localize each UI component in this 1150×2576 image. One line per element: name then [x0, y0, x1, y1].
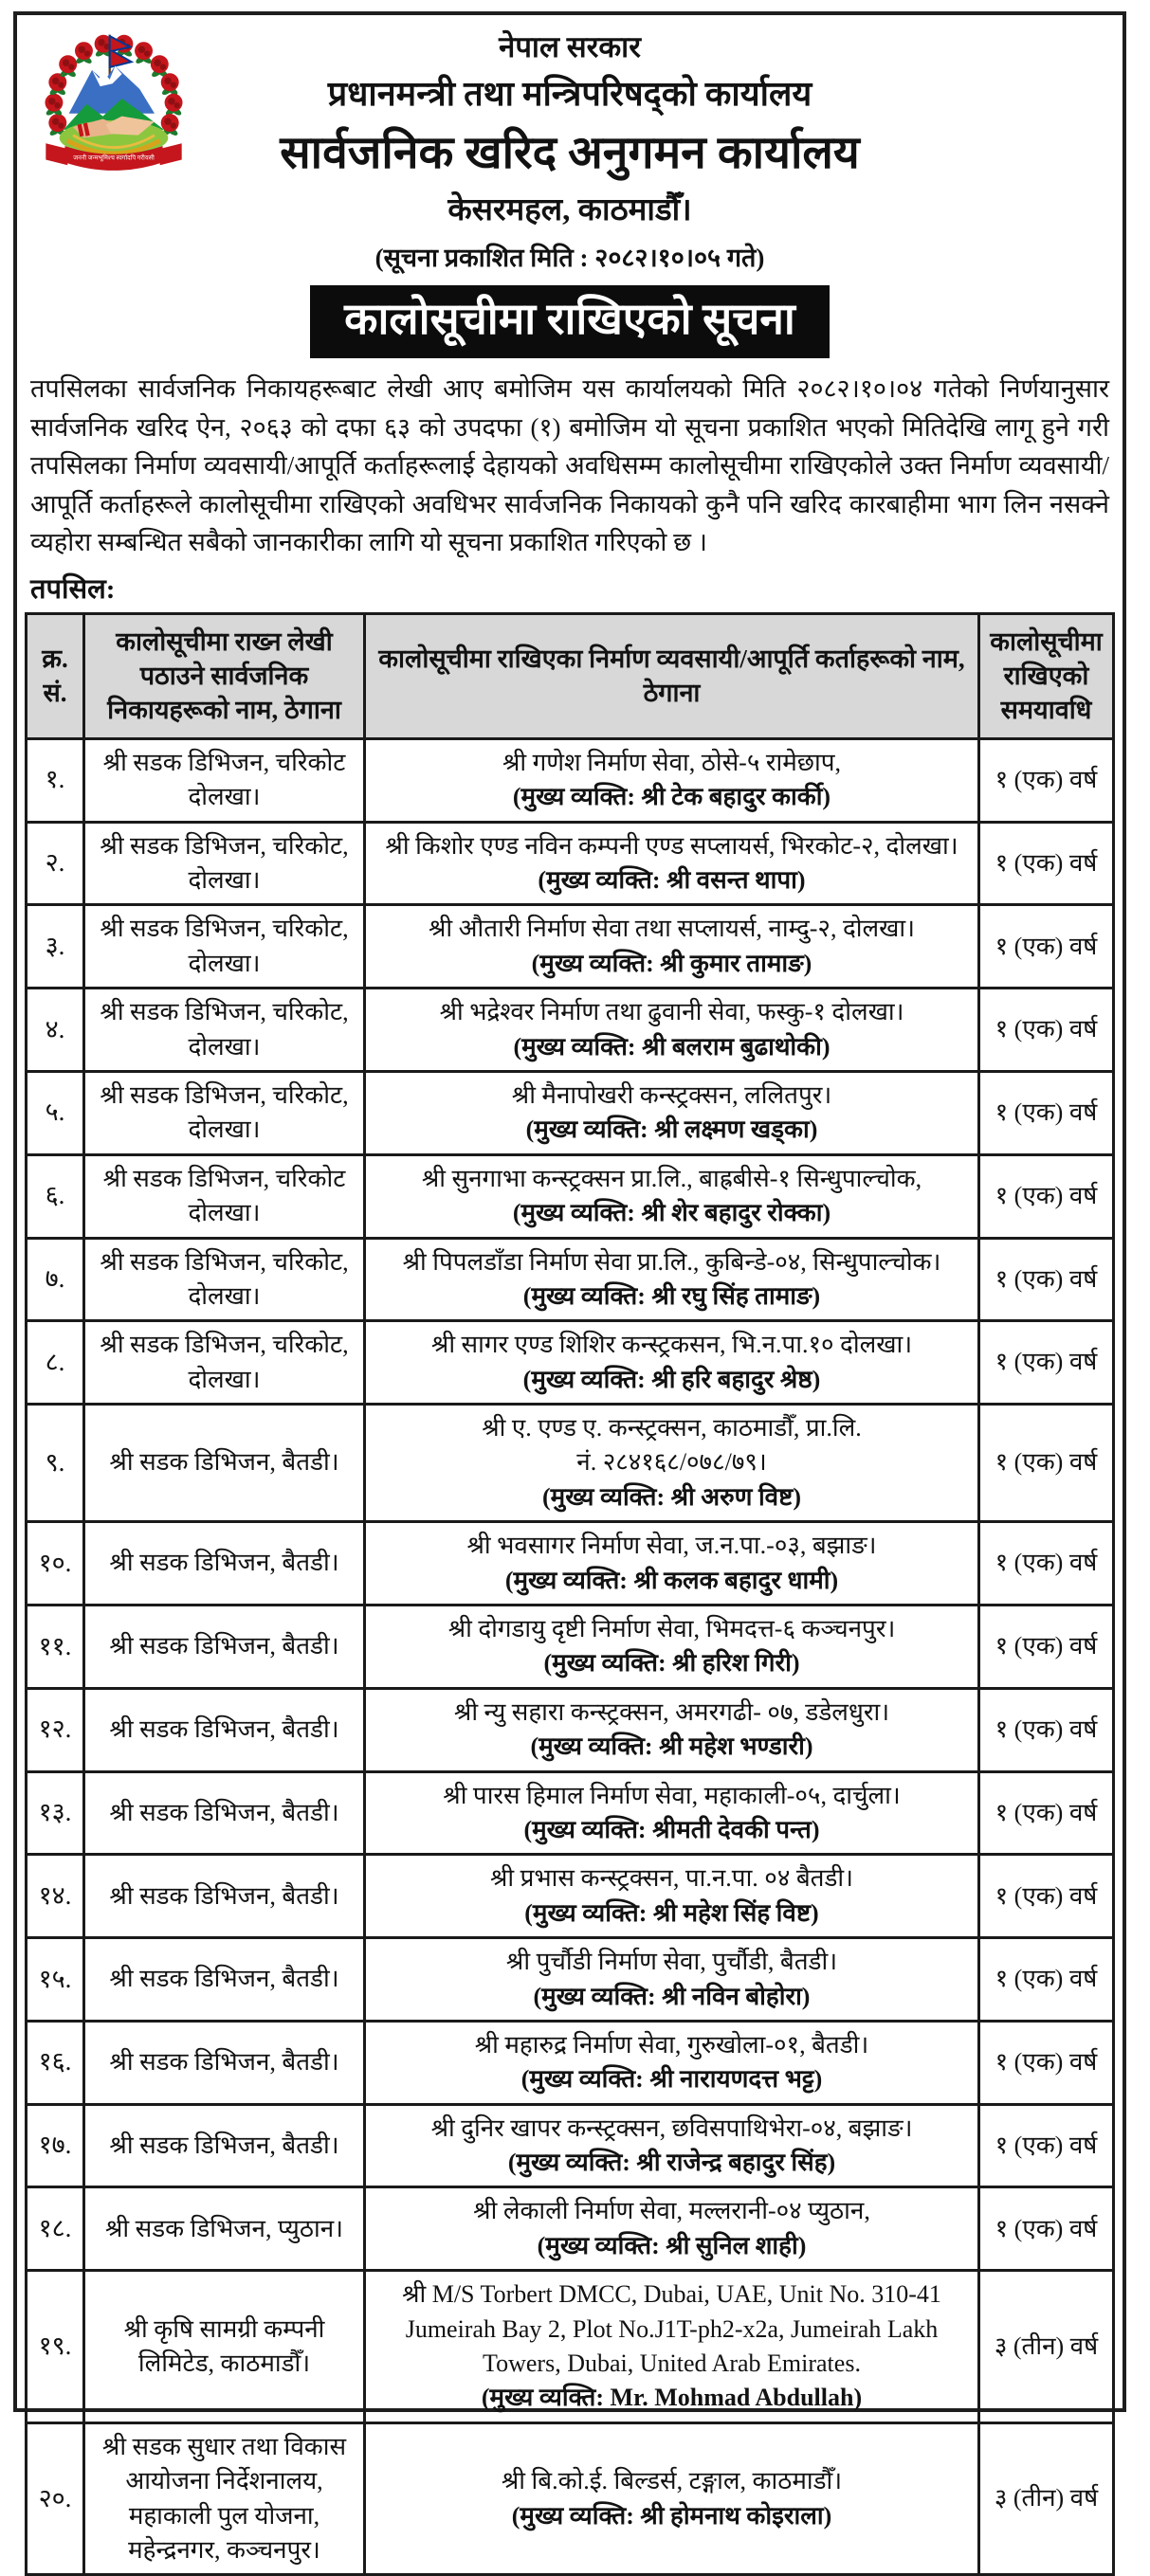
serial-number-cell: १६. [27, 2023, 82, 2103]
table-row [27, 1936, 1112, 2020]
firm-address-line: श्री भद्रेश्वर निर्माण तथा ढुवानी सेवा, फस्कु-१ दोलखा। [374, 995, 970, 1029]
blacklisted-firm-cell [363, 989, 977, 1070]
firm-address-line: श्री M/S Torbert DMCC, Dubai, UAE, Unit No. 310-41 [374, 2277, 970, 2312]
serial-number-cell: ५. [27, 1073, 82, 1153]
org-name-government: नेपाल सरकार [23, 27, 1117, 66]
table-row [27, 2422, 1112, 2574]
firm-address-line: श्री सुनगाभा कन्स्ट्रक्सन प्रा.लि., बाह्रबीसे-१ सिन्धुपाल्चोक, [374, 1162, 970, 1196]
firm-address-line: श्री दुनिर खापर कन्स्ट्रक्सन, छविसपाथिभेरा-०४, बझाङ। [374, 2112, 970, 2146]
blacklisted-firm-cell [363, 1322, 977, 1403]
table-header-row [27, 615, 1112, 737]
key-person-line: (मुख्य व्यक्ति: श्री होमनाथ कोइराला) [374, 2499, 970, 2533]
duration-cell: १ (एक) वर्ष [977, 906, 1112, 987]
serial-number-cell: १. [27, 740, 82, 821]
firm-address-line: श्री लेकाली निर्माण सेवा, मल्लरानी-०४ प्युठान, [374, 2194, 970, 2228]
duration-cell: १ (एक) वर्ष [977, 989, 1112, 1070]
table-row [27, 1520, 1112, 1604]
requesting-entity-cell: श्री सडक डिभिजन, चरिकोट दोलखा। [82, 740, 363, 821]
blacklisted-firm-cell [363, 1773, 977, 1854]
serial-number-cell: १०. [27, 1523, 82, 1604]
duration-cell: ३ (तीन) वर्ष [977, 2272, 1112, 2422]
serial-number-cell: ७. [27, 1240, 82, 1320]
firm-address-line: श्री महारुद्र निर्माण सेवा, गुरुखोला-०१, बैतडी। [374, 2028, 970, 2062]
key-person-line: (मुख्य व्यक्ति: श्रीमती देवकी पन्त) [374, 1813, 970, 1847]
key-person-line: (मुख्य व्यक्ति: श्री रघु सिंह तामाङ) [374, 1279, 970, 1314]
requesting-entity-cell: श्री सडक डिभिजन, बैतडी। [82, 1406, 363, 1520]
blacklisted-firm-cell [363, 1606, 977, 1687]
table-row [27, 1853, 1112, 1936]
blacklisted-firm-cell [363, 740, 977, 821]
blacklisted-firm-cell [363, 1856, 977, 1936]
table-row [27, 1153, 1112, 1237]
blacklisted-firm-cell [363, 2188, 977, 2269]
requesting-entity-cell: श्री सडक डिभिजन, चरिकोट, दोलखा। [82, 906, 363, 987]
requesting-entity-cell: श्री सडक डिभिजन, बैतडी। [82, 1606, 363, 1687]
key-person-line: (मुख्य व्यक्ति: श्री महेश सिंह विष्ट) [374, 1896, 970, 1931]
serial-number-cell: ३. [27, 906, 82, 987]
table-row [27, 737, 1112, 821]
serial-number-cell: १२. [27, 1690, 82, 1770]
key-person-line: (मुख्य व्यक्ति: श्री हरिश गिरी) [374, 1646, 970, 1680]
org-name-ppmo: सार्वजनिक खरिद अनुगमन कार्यालय [23, 120, 1117, 182]
duration-cell: १ (एक) वर्ष [977, 2106, 1112, 2186]
blacklisted-firm-cell [363, 1240, 977, 1320]
key-person-line: (मुख्य व्यक्ति: श्री नविन बोहोरा) [374, 1980, 970, 2014]
header-blacklisted-firm: कालोसूचीमा राखिएका निर्माण व्यवसायी/आपूर्ति कर्ताहरूको नाम, ठेगाना [363, 615, 977, 737]
key-person-line: (मुख्य व्यक्ति: Mr. Mohmad Abdullah) [374, 2381, 970, 2415]
duration-cell: १ (एक) वर्ष [977, 1773, 1112, 1854]
table-row [27, 2103, 1112, 2186]
blacklist-table [25, 612, 1115, 2576]
requesting-entity-cell: श्री सडक डिभिजन, बैतडी। [82, 1690, 363, 1770]
blacklisted-firm-cell [363, 1690, 977, 1770]
table-row [27, 2186, 1112, 2269]
duration-cell: १ (एक) वर्ष [977, 1606, 1112, 1687]
duration-cell: १ (एक) वर्ष [977, 1073, 1112, 1153]
firm-address-line: श्री मैनापोखरी कन्स्ट्रक्सन, ललितपुर। [374, 1079, 970, 1113]
requesting-entity-cell: श्री कृषि सामग्री कम्पनी लिमिटेड, काठमाडौँ। [82, 2272, 363, 2422]
duration-cell: १ (एक) वर्ष [977, 1322, 1112, 1403]
table-row [27, 987, 1112, 1070]
key-person-line: (मुख्य व्यक्ति: श्री महेश भण्डारी) [374, 1730, 970, 1764]
firm-address-line: श्री गणेश निर्माण सेवा, ठोसे-५ रामेछाप, [374, 746, 970, 780]
blacklist-table-body [27, 737, 1112, 2574]
table-row [27, 2020, 1112, 2103]
table-row [27, 903, 1112, 987]
org-name-pm-office: प्रधानमन्त्री तथा मन्त्रिपरिषद्को कार्यालय [23, 69, 1117, 116]
serial-number-cell: १४. [27, 1856, 82, 1936]
table-row [27, 1403, 1112, 1520]
firm-address-line: श्री भवसागर निर्माण सेवा, ज.न.पा.-०३, बझाङ। [374, 1529, 970, 1563]
serial-number-cell: १९. [27, 2272, 82, 2422]
duration-cell: १ (एक) वर्ष [977, 1856, 1112, 1936]
key-person-line: (मुख्य व्यक्ति: श्री अरुण विष्ट) [374, 1480, 970, 1515]
serial-number-cell: १५. [27, 1939, 82, 2020]
duration-cell: १ (एक) वर्ष [977, 2188, 1112, 2269]
requesting-entity-cell: श्री सडक डिभिजन, बैतडी। [82, 1773, 363, 1854]
blacklisted-firm-cell [363, 2106, 977, 2186]
serial-number-cell: ६. [27, 1156, 82, 1237]
blacklisted-firm-cell [363, 1156, 977, 1237]
requesting-entity-cell: श्री सडक डिभिजन, चरिकोट, दोलखा। [82, 824, 363, 904]
blacklisted-firm-cell [363, 1406, 977, 1520]
firm-address-line: श्री पिपलडाँडा निर्माण सेवा प्रा.लि., कुबिन्डे-०४, सिन्धुपाल्चोक। [374, 1245, 970, 1279]
firm-address-line: श्री पारस हिमाल निर्माण सेवा, महाकाली-०५, दार्चुला। [374, 1779, 970, 1813]
firm-address-line: श्री बि.को.ई. बिल्डर्स, टङ्गाल, काठमाडौँ। [374, 2464, 970, 2498]
key-person-line: (मुख्य व्यक्ति: श्री कलक बहादुर धामी) [374, 1564, 970, 1598]
firm-address-line: श्री किशोर एण्ड नविन कम्पनी एण्ड सप्लायर्स, भिरकोट-२, दोलखा। [374, 829, 970, 863]
key-person-line: (मुख्य व्यक्ति: श्री नारायणदत्त भट्ट) [374, 2062, 970, 2096]
table-row [27, 1237, 1112, 1320]
key-person-line: (मुख्य व्यक्ति: श्री लक्ष्मण खड्का) [374, 1113, 970, 1147]
key-person-line: (मुख्य व्यक्ति: श्री कुमार तामाङ) [374, 947, 970, 981]
requesting-entity-cell: श्री सडक डिभिजन, बैतडी। [82, 1523, 363, 1604]
duration-cell: १ (एक) वर्ष [977, 1690, 1112, 1770]
serial-number-cell: १३. [27, 1773, 82, 1854]
details-label: तपसिल: [23, 562, 1117, 612]
document-frame [13, 11, 1126, 2412]
serial-number-cell: ११. [27, 1606, 82, 1687]
notice-title-bar: कालोसूचीमा राखिएको सूचना [310, 285, 830, 358]
org-address: केसरमहल, काठमाडौँ। [23, 187, 1117, 229]
firm-address-line: श्री ए. एण्ड ए. कन्स्ट्रक्सन, काठमाडौँ, प्रा.लि. [374, 1411, 970, 1445]
requesting-entity-cell: श्री सडक डिभिजन, चरिकोट दोलखा। [82, 1156, 363, 1237]
blacklisted-firm-cell [363, 1939, 977, 2020]
blacklisted-firm-cell [363, 906, 977, 987]
requesting-entity-cell: श्री सडक डिभिजन, बैतडी। [82, 1939, 363, 2020]
duration-cell: ३ (तीन) वर्ष [977, 2424, 1112, 2574]
key-person-line: (मुख्य व्यक्ति: श्री हरि बहादुर श्रेष्ठ) [374, 1363, 970, 1397]
blacklisted-firm-cell [363, 2424, 977, 2574]
duration-cell: १ (एक) वर्ष [977, 1240, 1112, 1320]
header-duration: कालोसूचीमा राखिएको समयावधि [977, 615, 1112, 737]
table-row [27, 821, 1112, 904]
key-person-line: (मुख्य व्यक्ति: श्री वसन्त थापा) [374, 863, 970, 898]
notice-body-paragraph: तपसिलका सार्वजनिक निकायहरूबाट लेखी आए बमोजिम यस कार्यालयको मिति २०८२।१०।०४ गतेको निर्णयानुसार सार्वजनिक खरिद ऐन, २०६३ को दफा ६३ को उपदफा (१) बमोजिम यो सूचना प्रकाशित भएको मितिदेखि लागू हुने गरी तपसिलका निर्माण व्यवसायी/आपूर्ति कर्ताहरूलाई देहायको अवधिसम्म कालोसूचीमा राखिएकोले उक्त निर्माण व्यवसायी/आपूर्ति कर्ताहरूले कालोसूचीमा राखिएको अवधिभर सार्वजनिक निकायको कुनै पनि खरिद कारबाहीमा भाग लिन नसक्ने व्यहोरा सम्बन्धित सबैको जानकारीका लागि यो सूचना प्रकाशित गरिएको छ । [23, 368, 1117, 562]
requesting-entity-cell: श्री सडक सुधार तथा विकास आयोजना निर्देशनालय, महाकाली पुल योजना, महेन्द्रनगर, कञ्चनपुर। [82, 2424, 363, 2574]
serial-number-cell: २. [27, 824, 82, 904]
emblem-motto-text: जननी जन्मभूमिश्च स्वर्गादपि गरीयसी [73, 154, 155, 161]
firm-address-line: श्री पुर्चौडी निर्माण सेवा, पुर्चौडी, बैतडी। [374, 1945, 970, 1979]
serial-number-cell: १७. [27, 2106, 82, 2186]
table-row [27, 1319, 1112, 1403]
header-serial-number: क्र. सं. [27, 615, 82, 737]
blacklisted-firm-cell [363, 2023, 977, 2103]
serial-number-cell: २०. [27, 2424, 82, 2574]
serial-number-cell: १८. [27, 2188, 82, 2269]
firm-address-line: Towers, Dubai, United Arab Emirates. [374, 2347, 970, 2381]
firm-address-line: श्री दोगडायु दृष्टी निर्माण सेवा, भिमदत्त-६ कञ्चनपुर। [374, 1612, 970, 1646]
key-person-line: (मुख्य व्यक्ति: श्री राजेन्द्र बहादुर सिंह) [374, 2146, 970, 2180]
firm-address-line: श्री सागर एण्ड शिशिर कन्स्ट्रकसन, भि.न.पा.१० दोलखा। [374, 1328, 970, 1362]
duration-cell: १ (एक) वर्ष [977, 740, 1112, 821]
duration-cell: १ (एक) वर्ष [977, 1406, 1112, 1520]
serial-number-cell: ४. [27, 989, 82, 1070]
firm-address-line: Jumeirah Bay 2, Plot No.J1T-ph2-x2a, Jumeirah Lakh [374, 2313, 970, 2347]
firm-address-line: नं. २८४१६८/०७८/७९। [374, 1445, 970, 1479]
duration-cell: १ (एक) वर्ष [977, 1939, 1112, 2020]
table-row [27, 1687, 1112, 1770]
blacklisted-firm-cell [363, 1073, 977, 1153]
key-person-line: (मुख्य व्यक्ति: श्री टेक बहादुर कार्की) [374, 780, 970, 814]
duration-cell: १ (एक) वर्ष [977, 2023, 1112, 2103]
blacklisted-firm-cell [363, 2272, 977, 2422]
requesting-entity-cell: श्री सडक डिभिजन, चरिकोट, दोलखा। [82, 1240, 363, 1320]
requesting-entity-cell: श्री सडक डिभिजन, चरिकोट, दोलखा। [82, 989, 363, 1070]
duration-cell: १ (एक) वर्ष [977, 1156, 1112, 1237]
key-person-line: (मुख्य व्यक्ति: श्री शेर बहादुर रोक्का) [374, 1196, 970, 1230]
duration-cell: १ (एक) वर्ष [977, 1523, 1112, 1604]
firm-address-line: श्री प्रभास कन्स्ट्रक्सन, पा.न.पा. ०४ बैतडी। [374, 1861, 970, 1896]
requesting-entity-cell: श्री सडक डिभिजन, प्युठान। [82, 2188, 363, 2269]
key-person-line: (मुख्य व्यक्ति: श्री बलराम बुढाथोकी) [374, 1030, 970, 1064]
header-requesting-entity: कालोसूचीमा राख्न लेखी पठाउने सार्वजनिक निकायहरूको नाम, ठेगाना [82, 615, 363, 737]
requesting-entity-cell: श्री सडक डिभिजन, चरिकोट, दोलखा। [82, 1322, 363, 1403]
table-row [27, 2269, 1112, 2422]
table-row [27, 1070, 1112, 1153]
table-row [27, 1604, 1112, 1687]
blacklisted-firm-cell [363, 824, 977, 904]
requesting-entity-cell: श्री सडक डिभिजन, बैतडी। [82, 1856, 363, 1936]
serial-number-cell: ९. [27, 1406, 82, 1520]
firm-address-line: श्री न्यु सहारा कन्स्ट्रक्सन, अमरगढी- ०७, डडेलधुरा। [374, 1696, 970, 1730]
duration-cell: १ (एक) वर्ष [977, 824, 1112, 904]
serial-number-cell: ८. [27, 1322, 82, 1403]
firm-address-line: श्री औतारी निर्माण सेवा तथा सप्लायर्स, नाम्दु-२, दोलखा। [374, 912, 970, 946]
requesting-entity-cell: श्री सडक डिभिजन, बैतडी। [82, 2106, 363, 2186]
blacklisted-firm-cell [363, 1523, 977, 1604]
requesting-entity-cell: श्री सडक डिभिजन, चरिकोट, दोलखा। [82, 1073, 363, 1153]
requesting-entity-cell: श्री सडक डिभिजन, बैतडी। [82, 2023, 363, 2103]
nepal-emblem-logo [32, 27, 195, 190]
published-date: (सूचना प्रकाशित मिति : २०८२।१०।०५ गते) [23, 239, 1117, 274]
table-row [27, 1770, 1112, 1854]
key-person-line: (मुख्य व्यक्ति: श्री सुनिल शाही) [374, 2229, 970, 2263]
